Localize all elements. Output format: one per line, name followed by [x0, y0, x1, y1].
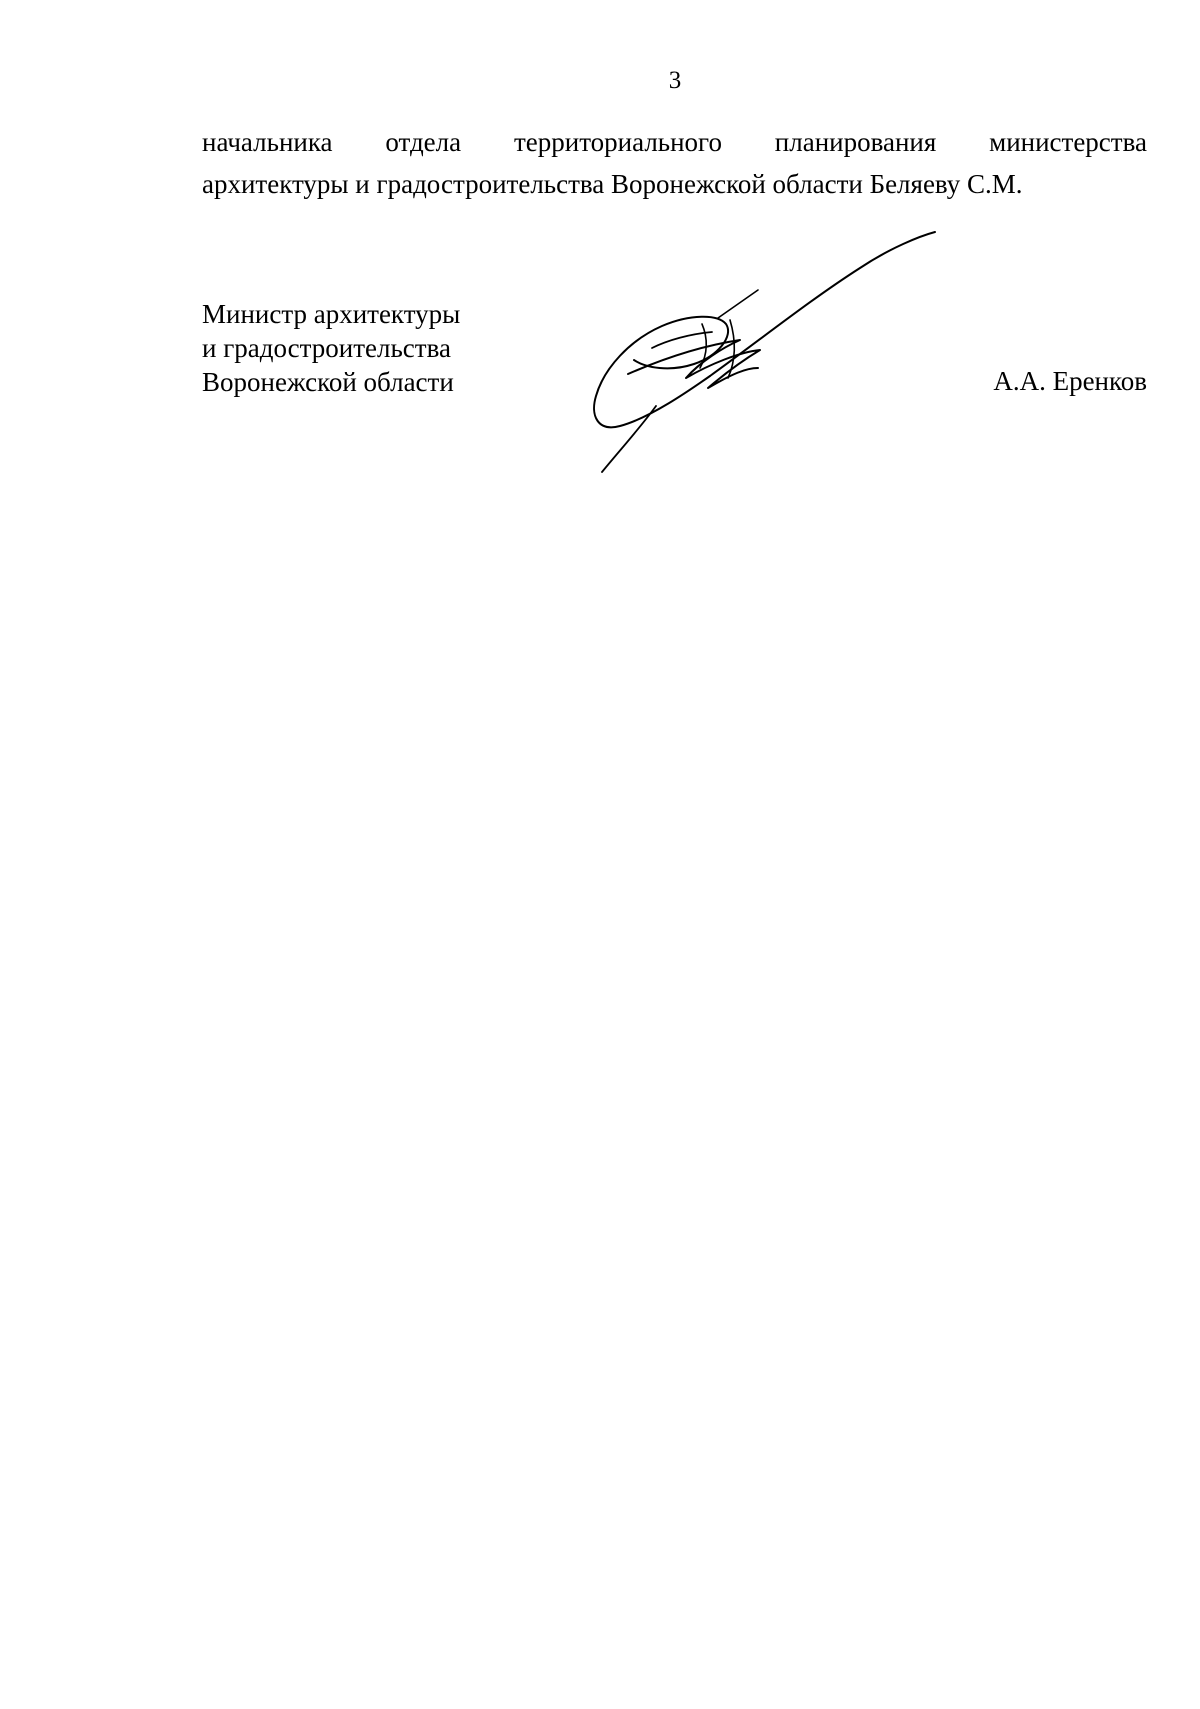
position-line: и градостроительства: [202, 333, 451, 363]
word: планирования: [774, 127, 937, 157]
signatory-position: [202, 297, 460, 399]
word: территориального: [513, 127, 722, 157]
handwritten-signature-icon: [590, 228, 950, 478]
word: отдела: [385, 127, 462, 157]
signatory-name: А.А. Еренков: [993, 366, 1147, 396]
body-paragraph: [202, 121, 1147, 205]
paragraph-line-1: [202, 121, 1147, 163]
page-number: 3: [668, 67, 682, 94]
position-line: Воронежской области: [202, 367, 454, 397]
position-line: Министр архитектуры: [202, 299, 461, 329]
word: министерства: [989, 127, 1147, 157]
paragraph-line-2: архитектуры и градостроительства Воронежской области Беляеву С.М.: [202, 169, 1023, 199]
word: начальника: [202, 127, 333, 157]
